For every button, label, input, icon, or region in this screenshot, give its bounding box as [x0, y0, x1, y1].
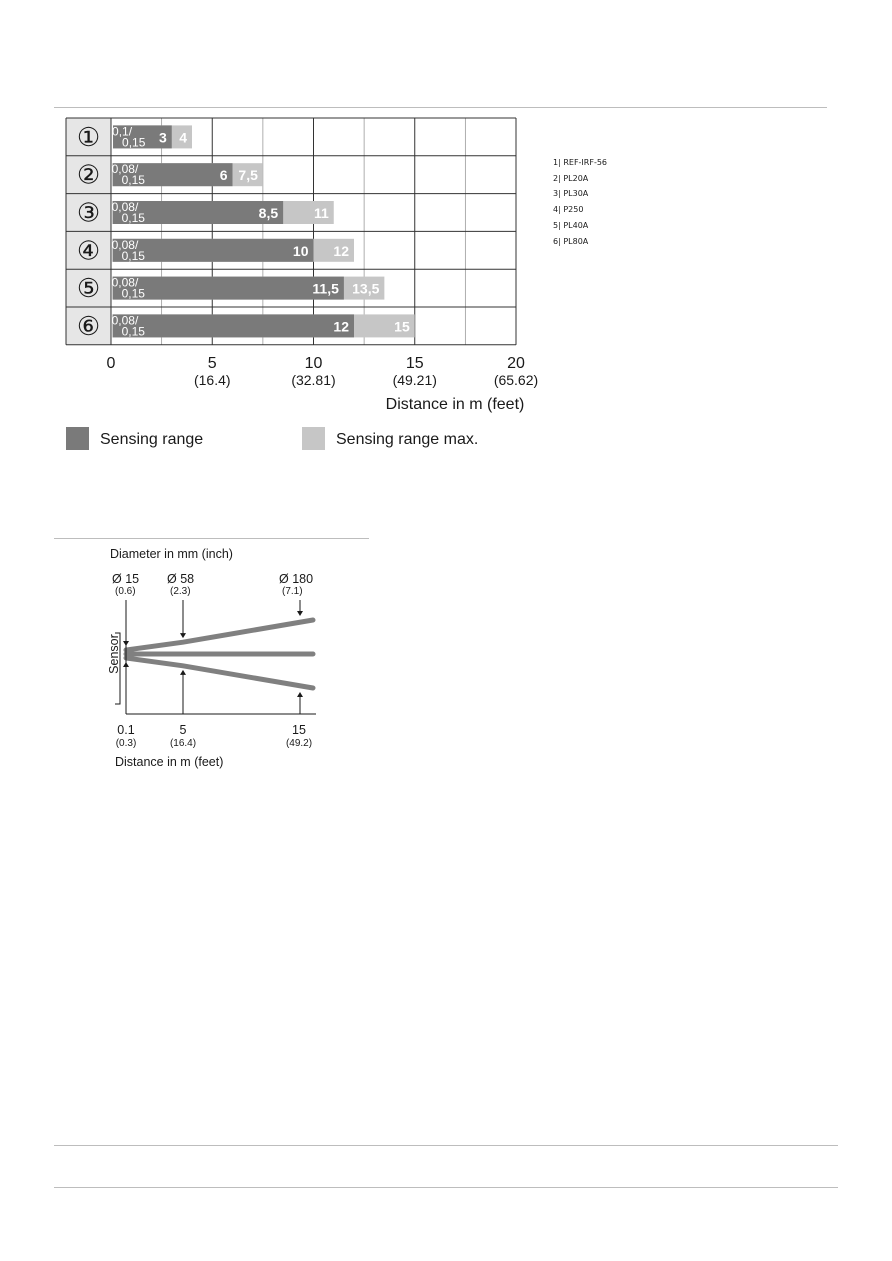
arrow-head — [297, 611, 303, 616]
reflector-item: 2| PL20A — [553, 173, 589, 183]
bar-min-label: 0,08/ — [111, 237, 139, 252]
x-axis-label: Distance in m (feet) — [115, 755, 224, 769]
x-tick-label: 5 — [179, 723, 187, 737]
x-tick-sublabel: (49.2) — [285, 738, 313, 749]
legend-label: Sensing range — [100, 431, 204, 448]
row-number-label: ② — [76, 159, 101, 190]
reflector-item: 6| PL80A — [553, 236, 589, 246]
arrow-head — [123, 641, 129, 646]
bar-min-label: 0,08/ — [111, 200, 139, 214]
x-tick-label: 5 — [207, 354, 217, 372]
bar-min-label: 0,15 — [121, 173, 145, 188]
bar-min-label: 0,15 — [121, 286, 145, 301]
bar-value-label: 10 — [292, 242, 309, 259]
bar-sensing-range — [113, 277, 344, 300]
x-tick-label: 20 — [507, 354, 525, 372]
sensing-range-chart — [0, 0, 892, 470]
bar-min-label: 0,15 — [122, 135, 146, 150]
reflector-item: 4| P250 — [553, 205, 584, 215]
arrow-head — [180, 633, 186, 638]
x-tick-sublabel: (16.4) — [169, 738, 197, 749]
x-tick-label: 0 — [106, 354, 116, 372]
bar-max-value-label: 11 — [313, 205, 329, 221]
row-number-label: ③ — [76, 197, 101, 228]
diameter-label: Ø 180 — [279, 572, 314, 586]
diameter-sublabel: (7.1) — [282, 586, 303, 597]
diameter-label: Ø 58 — [167, 572, 195, 586]
bar-min-label: 0,08/ — [111, 162, 139, 177]
beam-lower-edge — [126, 658, 313, 688]
row-number-label: ④ — [76, 235, 101, 266]
bar-min-label: 0,08/ — [111, 275, 139, 290]
bar-max-value-label: 13,5 — [352, 280, 380, 297]
footer-divider-upper — [54, 1145, 838, 1146]
legend-swatch-sensing-range — [66, 427, 89, 450]
bar-max-value-label: 4 — [179, 129, 187, 146]
x-tick-label: 10 — [304, 354, 323, 372]
reflector-list — [553, 155, 607, 249]
x-tick-sublabel: (32.81) — [291, 371, 336, 388]
bar-min-label: 0,15 — [121, 324, 145, 339]
bar-min-label: 0,08/ — [111, 313, 139, 328]
bar-value-label: 6 — [219, 167, 228, 184]
reflector-item: 3| PL30A — [553, 189, 589, 199]
bar-max-value-label: 12 — [333, 242, 349, 259]
row-number-label: ⑥ — [76, 310, 101, 341]
legend-swatch-sensing-range-max — [302, 427, 325, 450]
x-tick-sublabel: (65.62) — [493, 371, 539, 388]
x-tick-sublabel: (0.3) — [115, 738, 137, 749]
arrow-head — [297, 692, 303, 697]
reflector-item: 5| PL40A — [553, 220, 589, 230]
bar-min-label: 0,15 — [121, 211, 145, 225]
arrow-head — [180, 670, 186, 675]
diameter-sublabel: (2.3) — [170, 586, 191, 597]
x-tick-sublabel: (49.21) — [392, 371, 437, 388]
bar-value-label: 8,5 — [258, 205, 279, 221]
beam-upper-edge — [126, 620, 313, 650]
beam-diameter-chart — [0, 530, 892, 830]
beam-chart-title: Diameter in mm (inch) — [110, 547, 233, 561]
reflector-item: 1| REF-IRF-56 — [553, 158, 608, 167]
x-tick-label: 15 — [292, 723, 306, 737]
diameter-label: Ø 15 — [112, 572, 140, 586]
diameter-sublabel: (0.6) — [115, 586, 136, 597]
row-number-label: ⑤ — [76, 273, 101, 304]
x-axis-label: Distance in m (feet) — [385, 395, 525, 413]
y-axis-label: Sensor — [107, 634, 121, 674]
x-tick-sublabel: (16.4) — [193, 371, 231, 388]
bar-value-label: 11,5 — [312, 280, 339, 297]
bar-sensing-range — [113, 314, 354, 337]
bar-value-label: 12 — [333, 318, 349, 335]
bar-min-label: 0,15 — [121, 248, 145, 263]
x-tick-label: 15 — [405, 354, 424, 372]
bar-max-value-label: 15 — [394, 318, 410, 335]
row-number-label: ① — [76, 121, 101, 152]
bar-min-label: 0,1/ — [112, 124, 133, 139]
bar-max-value-label: 7,5 — [238, 167, 258, 184]
arrow-head — [123, 662, 129, 667]
legend-label: Sensing range max. — [336, 431, 479, 448]
footer-divider-lower — [54, 1187, 838, 1188]
bar-value-label: 3 — [158, 129, 167, 146]
x-tick-label: 0.1 — [117, 723, 135, 737]
